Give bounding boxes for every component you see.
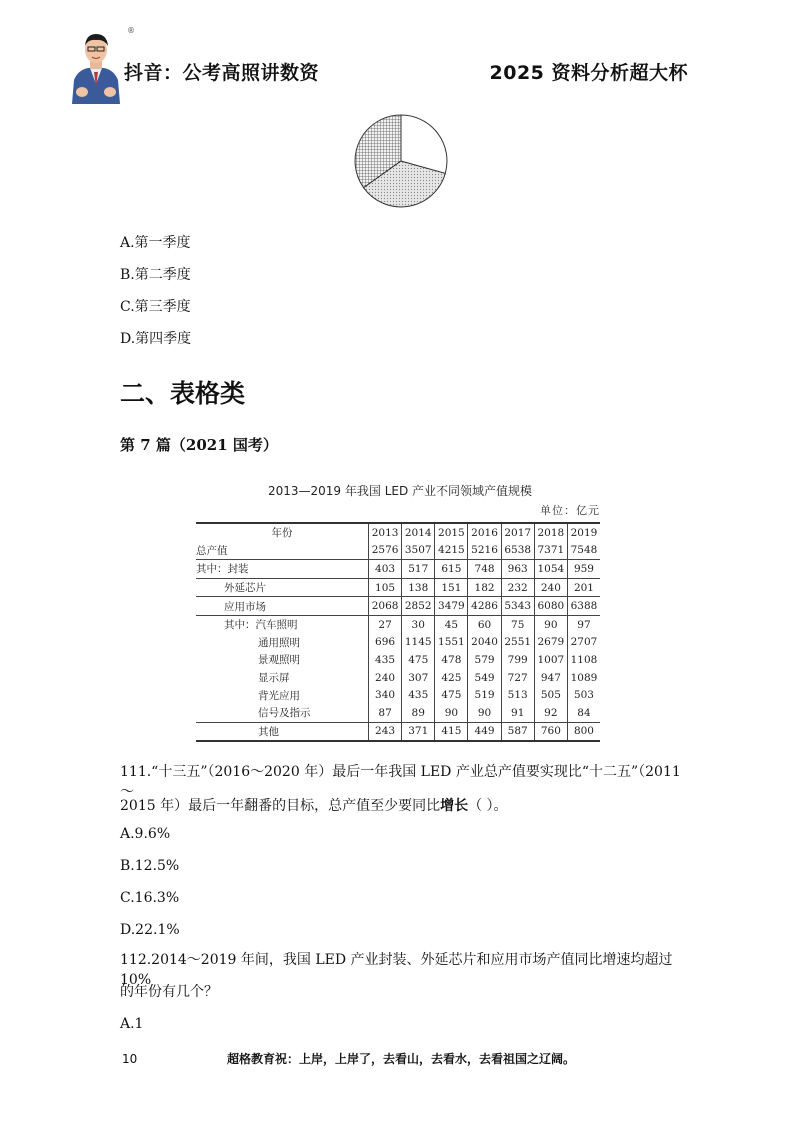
table-cell: 587 — [501, 722, 534, 741]
question-111-blank: （ ）。 — [468, 798, 508, 814]
option-a: A.第一季度 — [120, 235, 191, 251]
question-111-keyword: 增长 — [440, 798, 469, 814]
table-cell: 696 — [369, 634, 402, 652]
table-cell: 30 — [402, 615, 435, 633]
table-cell: 6080 — [534, 597, 567, 616]
table-row — [196, 560, 600, 579]
table-cell: 435 — [402, 686, 435, 704]
table-cell: 97 — [567, 615, 600, 633]
table-cell: 478 — [435, 651, 468, 669]
table-row — [196, 634, 600, 652]
table-cell: 60 — [468, 615, 501, 633]
page-header — [0, 0, 800, 110]
table-cell: 2576 — [369, 542, 402, 560]
question-111-option-b: B.12.5% — [120, 858, 180, 874]
table-cell: 475 — [435, 686, 468, 704]
table-row — [196, 686, 600, 704]
table-cell: 7371 — [534, 542, 567, 560]
option-c: C.第三季度 — [120, 299, 191, 315]
table-row — [196, 722, 600, 741]
table-cell: 5216 — [468, 542, 501, 560]
table-cell: 517 — [402, 560, 435, 579]
table-cell: 2068 — [369, 597, 402, 616]
document-title: 2025 资料分析超大杯 — [489, 62, 688, 84]
footer-slogan: 超格教育祝：上岸，上岸了，去看山，去看水，去看祖国之辽阔。 — [227, 1052, 576, 1066]
table-cell: 760 — [534, 722, 567, 741]
question-111-text: 2015 年）最后一年翻番的目标，总产值至少要同比 — [120, 798, 441, 814]
table-cell: 3479 — [435, 597, 468, 616]
table-cell: 243 — [369, 722, 402, 741]
option-d: D.第四季度 — [120, 331, 192, 347]
table-cell: 748 — [468, 560, 501, 579]
table-cell: 87 — [369, 704, 402, 722]
presenter-photo — [68, 28, 124, 104]
table-cell: 4286 — [468, 597, 501, 616]
table-cell: 6538 — [501, 542, 534, 560]
table-cell: 201 — [567, 578, 600, 597]
table-cell: 513 — [501, 686, 534, 704]
table-cell: 2013 — [369, 523, 402, 542]
table-cell: 403 — [369, 560, 402, 579]
question-111-option-c: C.16.3% — [120, 890, 180, 906]
table-cell: 138 — [402, 578, 435, 597]
section-subheading: 第 7 篇（2021 国考） — [120, 436, 278, 454]
table-cell: 105 — [369, 578, 402, 597]
table-cell: 45 — [435, 615, 468, 633]
table-cell: 2015 — [435, 523, 468, 542]
table-cell: 371 — [402, 722, 435, 741]
table-cell: 151 — [435, 578, 468, 597]
table-unit: 单位：亿元 — [540, 504, 600, 517]
table-cell: 2679 — [534, 634, 567, 652]
question-112-line1: 112.2014～2019 年间，我国 LED 产业封装、外延芯片和应用市场产值同比增速均超过 10% — [120, 952, 673, 988]
row-label: 其中：封装 — [196, 560, 369, 579]
table-cell: 959 — [567, 560, 600, 579]
row-label: 信号及指示 — [258, 707, 311, 720]
table-cell: 7548 — [567, 542, 600, 560]
table-row — [196, 542, 600, 560]
row-label: 应用市场 — [196, 597, 369, 616]
table-cell: 415 — [435, 722, 468, 741]
table-title: 2013—2019 年我国 LED 产业不同领域产值规模 — [267, 484, 533, 498]
table-cell: 2040 — [468, 634, 501, 652]
table-cell: 1089 — [567, 669, 600, 687]
table-cell: 800 — [567, 722, 600, 741]
table-row — [196, 669, 600, 687]
table-cell: 1551 — [435, 634, 468, 652]
table-cell: 5343 — [501, 597, 534, 616]
table-cell: 449 — [468, 722, 501, 741]
table-cell: 89 — [402, 704, 435, 722]
quarter-pie-chart — [353, 113, 449, 213]
table-cell: 2017 — [501, 523, 534, 542]
question-111-option-a: A.9.6% — [120, 826, 171, 842]
table-cell: 503 — [567, 686, 600, 704]
table-cell: 92 — [534, 704, 567, 722]
table-cell: 340 — [369, 686, 402, 704]
table-cell: 2551 — [501, 634, 534, 652]
brand-title: 抖音：公考高照讲数资 — [124, 62, 320, 84]
table-cell: 3507 — [402, 542, 435, 560]
table-row — [196, 651, 600, 669]
table-cell: 2019 — [567, 523, 600, 542]
table-cell: 2014 — [402, 523, 435, 542]
table-row — [196, 615, 600, 633]
table-cell: 2852 — [402, 597, 435, 616]
table-cell: 549 — [468, 669, 501, 687]
question-111-line1: 111.“十三五”（2016～2020 年）最后一年我国 LED 产业总产值要实现比“十二五”（2011～ — [120, 764, 681, 800]
table-cell: 505 — [534, 686, 567, 704]
table-cell: 182 — [468, 578, 501, 597]
led-output-table — [196, 522, 600, 742]
table-cell: 2018 — [534, 523, 567, 542]
table-row — [196, 704, 600, 722]
question-111-option-d: D.22.1% — [120, 922, 180, 938]
table-cell: 799 — [501, 651, 534, 669]
table-cell: 1054 — [534, 560, 567, 579]
table-cell: 1108 — [567, 651, 600, 669]
table-cell: 475 — [402, 651, 435, 669]
table-cell: 307 — [402, 669, 435, 687]
row-label: 其中：汽车照明 — [196, 615, 369, 633]
row-label: 总产值 — [196, 544, 228, 557]
table-row — [196, 578, 600, 597]
table-cell: 579 — [468, 651, 501, 669]
question-112-line2: 的年份有几个？ — [120, 984, 218, 1000]
table-cell: 435 — [369, 651, 402, 669]
question-111-line2 — [120, 796, 690, 816]
row-label: 外延芯片 — [196, 578, 369, 597]
row-label: 景观照明 — [258, 654, 300, 667]
table-cell: 1007 — [534, 651, 567, 669]
table-cell: 90 — [468, 704, 501, 722]
table-cell: 1145 — [402, 634, 435, 652]
table-row — [196, 523, 600, 542]
table-cell: 6388 — [567, 597, 600, 616]
page-number: 10 — [122, 1052, 138, 1066]
table-cell: 240 — [369, 669, 402, 687]
table-cell: 232 — [501, 578, 534, 597]
row-label: 通用照明 — [258, 636, 300, 649]
year-label-cell: 年份 — [196, 523, 369, 542]
table-cell: 519 — [468, 686, 501, 704]
table-cell: 963 — [501, 560, 534, 579]
table-cell: 27 — [369, 615, 402, 633]
row-label: 背光应用 — [258, 689, 300, 702]
table-cell: 947 — [534, 669, 567, 687]
table-cell: 84 — [567, 704, 600, 722]
table-cell: 90 — [435, 704, 468, 722]
table-row — [196, 597, 600, 616]
table-cell: 240 — [534, 578, 567, 597]
table-cell: 2707 — [567, 634, 600, 652]
table-cell: 615 — [435, 560, 468, 579]
row-label: 显示屏 — [258, 672, 290, 685]
row-label: 其他 — [196, 722, 369, 741]
registered-mark: ® — [127, 26, 135, 35]
section-heading: 二、表格类 — [120, 379, 246, 408]
table-cell: 90 — [534, 615, 567, 633]
option-b: B.第二季度 — [120, 267, 191, 283]
question-112-option-a: A.1 — [120, 1016, 144, 1032]
table-cell: 91 — [501, 704, 534, 722]
table-cell: 75 — [501, 615, 534, 633]
table-cell: 4215 — [435, 542, 468, 560]
table-cell: 727 — [501, 669, 534, 687]
table-cell: 2016 — [468, 523, 501, 542]
table-cell: 425 — [435, 669, 468, 687]
